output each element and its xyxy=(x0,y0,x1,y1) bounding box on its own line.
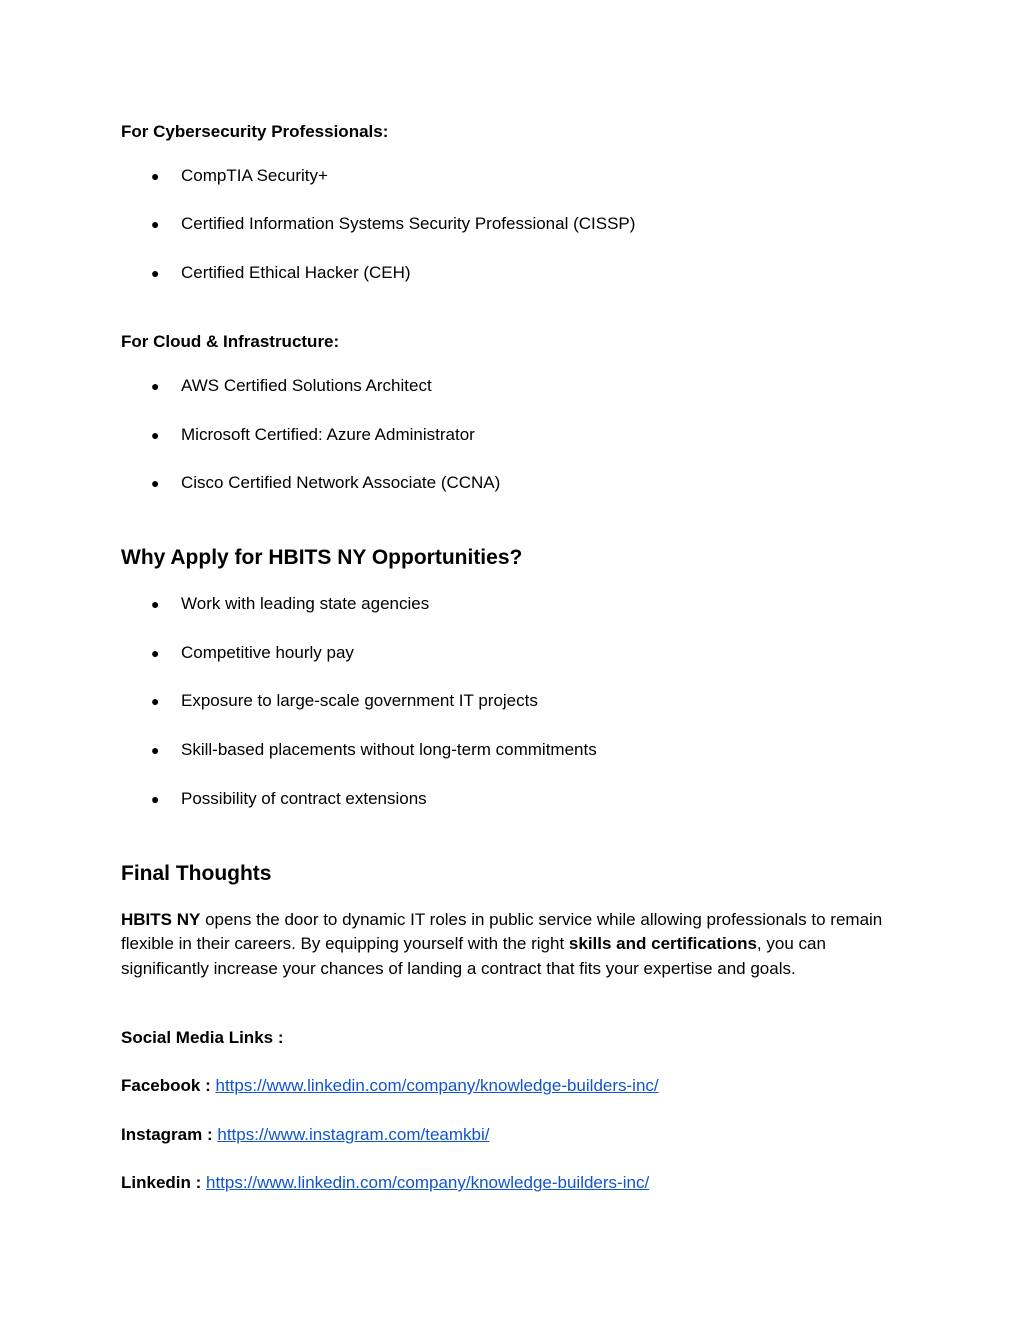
facebook-label: Facebook : xyxy=(121,1076,211,1095)
final-thoughts-heading: Final Thoughts xyxy=(121,862,272,885)
cybersecurity-heading: For Cybersecurity Professionals: xyxy=(121,122,389,141)
list-item-text: Competitive hourly pay xyxy=(181,643,354,662)
list-item-text: Skill-based placements without long-term commitments xyxy=(181,740,597,759)
list-item-text: AWS Certified Solutions Architect xyxy=(181,376,432,395)
bullet-icon: ● xyxy=(151,693,160,709)
bullet-icon: ● xyxy=(151,216,160,232)
bullet-icon: ● xyxy=(151,791,160,807)
paragraph-text: , you can significantly increase your chances of landing a contract that fits your expertise and goals. xyxy=(121,934,826,978)
social-linkedin xyxy=(121,1172,649,1194)
list-item-text: Certified Ethical Hacker (CEH) xyxy=(181,263,411,282)
cloud-heading: For Cloud & Infrastructure: xyxy=(121,332,340,351)
list-item-text: Exposure to large-scale government IT projects xyxy=(181,691,538,710)
bullet-icon: ● xyxy=(151,427,160,443)
linkedin-label: Linkedin : xyxy=(121,1173,202,1192)
facebook-link[interactable]: https://www.linkedin.com/company/knowledge-builders-inc/ xyxy=(215,1076,659,1095)
social-heading: Social Media Links : xyxy=(121,1028,284,1047)
final-thoughts-paragraph xyxy=(121,908,891,981)
social-instagram xyxy=(121,1124,489,1146)
instagram-link[interactable]: https://www.instagram.com/teamkbi/ xyxy=(217,1125,490,1144)
hbits-ny-emphasis: HBITS NY xyxy=(121,910,201,929)
why-apply-heading: Why Apply for HBITS NY Opportunities? xyxy=(121,546,523,569)
list-item-text: Microsoft Certified: Azure Administrator xyxy=(181,425,475,444)
linkedin-link[interactable]: https://www.linkedin.com/company/knowledge-builders-inc/ xyxy=(206,1173,650,1192)
social-facebook xyxy=(121,1075,659,1097)
paragraph-text: opens the door to dynamic IT roles in public service while allowing professionals to remain flexible in their careers. By equipping yourself with the right xyxy=(121,910,883,954)
bullet-icon: ● xyxy=(151,645,160,661)
bullet-icon: ● xyxy=(151,265,160,281)
bullet-icon: ● xyxy=(151,168,160,184)
bullet-icon: ● xyxy=(151,378,160,394)
bullet-icon: ● xyxy=(151,742,160,758)
list-item-text: Certified Information Systems Security Professional (CISSP) xyxy=(181,214,636,233)
bullet-icon: ● xyxy=(151,596,160,612)
instagram-label: Instagram : xyxy=(121,1125,213,1144)
list-item-text: Work with leading state agencies xyxy=(181,594,430,613)
list-item-text: Possibility of contract extensions xyxy=(181,789,427,808)
list-item-text: CompTIA Security+ xyxy=(181,166,328,185)
skills-emphasis: skills and certifications xyxy=(568,934,757,954)
bullet-icon: ● xyxy=(151,475,160,491)
list-item-text: Cisco Certified Network Associate (CCNA) xyxy=(181,473,501,492)
